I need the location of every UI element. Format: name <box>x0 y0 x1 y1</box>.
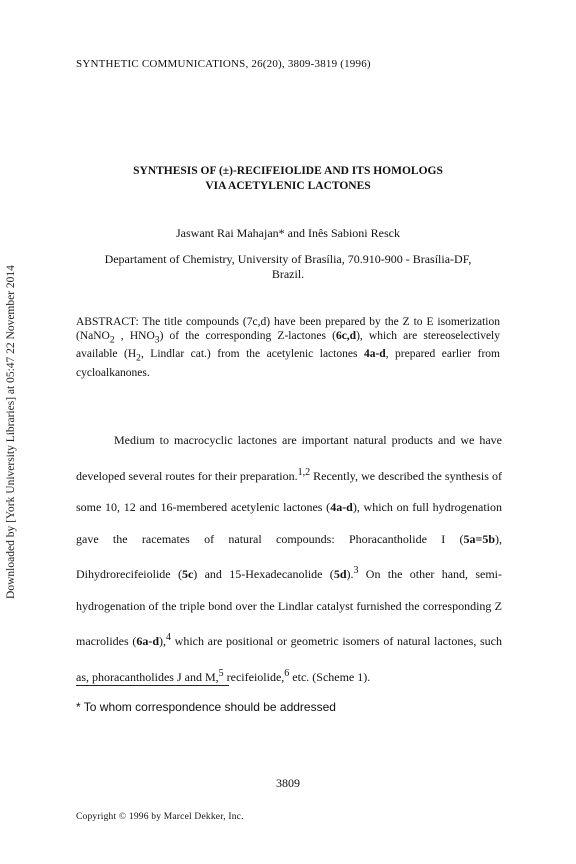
author-list: Jaswant Rai Mahajan* and Inês Sabioni Resck <box>176 226 400 240</box>
body-text: ) and 15-Hexadecanolide ( <box>193 567 334 581</box>
download-notice: Downloaded by [York University Libraries] at 05:47 22 November 2014 <box>5 265 17 599</box>
abstract-text: , HNO <box>114 330 155 342</box>
subscript: 2 <box>136 352 141 364</box>
abstract-text: ), which are stereoselectively available (H <box>76 330 500 361</box>
reference-superscript: 5 <box>218 667 224 679</box>
compound-label: 6a-d <box>136 634 159 648</box>
abstract-text: : The title compounds (7c,d) have been prepared by the Z to E isomerization (NaNO <box>76 316 500 342</box>
compound-label: 4a-d <box>330 500 353 514</box>
footnote: * To whom correspondence should be addressed <box>76 700 336 714</box>
subscript: 2 <box>109 334 115 346</box>
body-text: which are positional or geometric isomers of natural lactones, such as, phoracantholides J and M, <box>76 634 502 684</box>
compound-label: 4a-d <box>363 348 386 361</box>
abstract-text: ) of the corresponding Z-lactones ( <box>159 330 336 342</box>
abstract-text: , Lindlar cat.) from the acetylenic lactones <box>140 348 364 361</box>
affiliation-line-2: Brazil. <box>271 267 305 281</box>
reference-superscript: 6 <box>284 667 290 679</box>
subscript: 3 <box>154 334 160 346</box>
abstract-label: ABSTRACT <box>76 316 136 328</box>
title-line-1: SYNTHESIS OF (±)-RECIFEIOLIDE AND ITS HOMOLOGS <box>133 165 443 177</box>
article-title <box>60 164 516 194</box>
body-text: ). <box>346 567 354 581</box>
footnote-divider <box>76 685 229 686</box>
compound-label: 5a=5b <box>463 531 495 546</box>
paragraph-1 <box>76 425 502 693</box>
reference-superscript: 4 <box>166 632 171 643</box>
body-text: Medium to macrocyclic lactones are important natural products and we have developed several routes for their preparation. <box>76 433 502 483</box>
body-text: recifeiolide, <box>223 669 285 684</box>
body-text: ), <box>159 634 166 648</box>
reference-superscript: 3 <box>353 565 359 576</box>
body-text: Recently, we described the synthesis of some 10, 12 and 16-membered acetylenic lactones ( <box>76 468 502 514</box>
body-paragraph <box>76 425 502 693</box>
body-text: etc. (Scheme 1). <box>289 669 371 684</box>
abstract-text: , prepared earlier from cycloalkanones. <box>76 348 500 379</box>
journal-citation: SYNTHETIC COMMUNICATIONS, 26(20), 3809-3819 (1996) <box>76 58 371 70</box>
reference-superscript: 1,2 <box>297 466 311 478</box>
body-text: On the other hand, semi-hydrogenation of the triple bond over the Lindlar catalyst furnished the corresponding Z macrolides ( <box>76 567 503 648</box>
compound-label: 5c <box>181 567 194 581</box>
download-notice-sidebar <box>0 0 22 864</box>
copyright-notice: Copyright © 1996 by Marcel Dekker, Inc. <box>76 812 244 822</box>
title-line-2: VIA ACETYLENIC LACTONES <box>205 180 371 192</box>
body-text: ), which on full hydrogenation gave the racemates of natural compounds: Phoracantholide I ( <box>76 500 502 546</box>
abstract <box>76 315 500 380</box>
compound-label: 6c,d <box>335 330 357 342</box>
body-text: ), Dihydrorecifeiolide ( <box>76 531 502 581</box>
page-number: 3809 <box>276 776 300 790</box>
affiliation <box>70 252 506 282</box>
compound-label: 5d <box>333 567 347 581</box>
affiliation-line-1: Departament of Chemistry, University of Brasília, 70.910-900 - Brasília-DF, <box>104 252 472 266</box>
